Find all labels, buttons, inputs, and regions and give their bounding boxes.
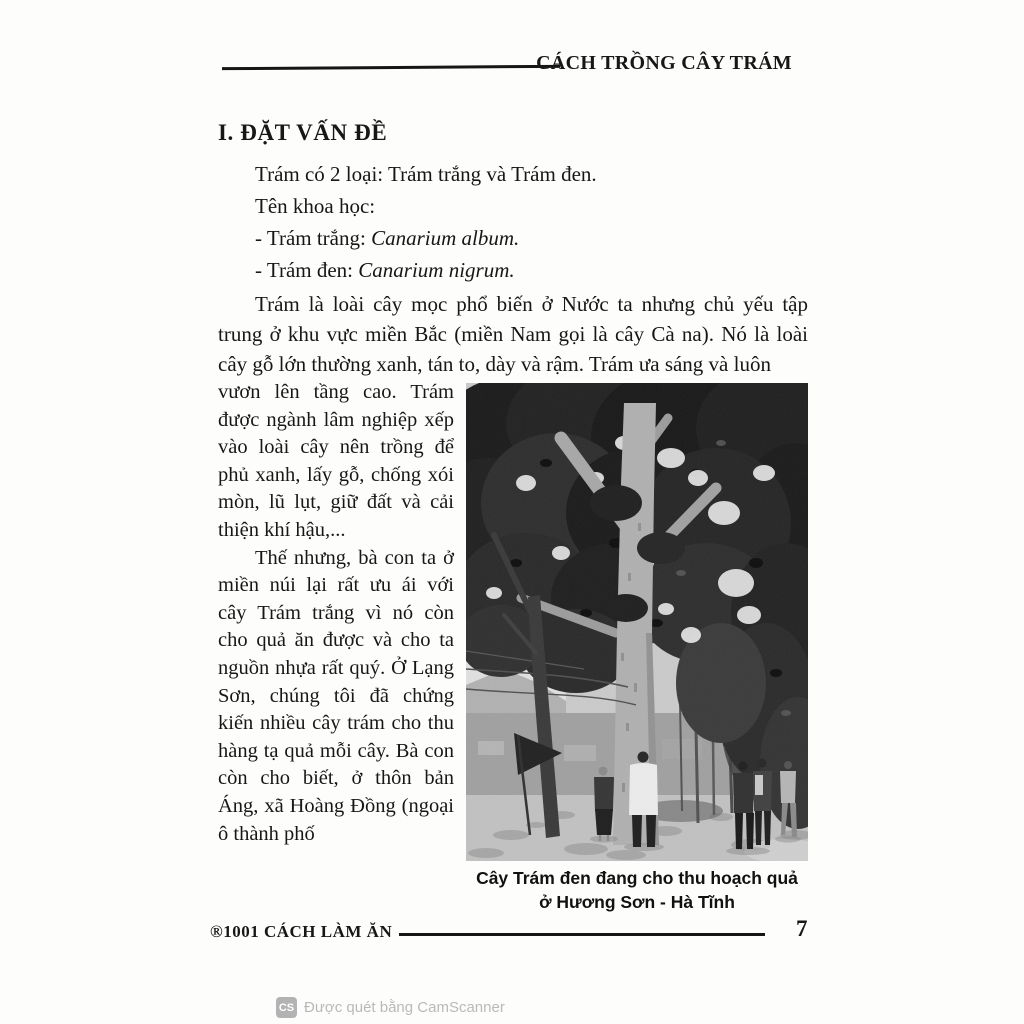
- species-item-white: [218, 222, 808, 254]
- tram-tree-photo: [466, 383, 808, 861]
- body-paragraph-1-continuation: vươn lên tầng cao. Trám được ngành lâm nghiệp xếp vào loài cây nên trồng để phủ xanh, lấy gỗ, chống xói mòn, lũ lụt, giữ đất và cải thiện khí hậu,...: [218, 381, 454, 541]
- intro-type-line: Trám có 2 loại: Trám trắng và Trám đen.: [255, 162, 597, 186]
- footer-imprint: ®1001 CÁCH LÀM ĂN: [210, 922, 393, 941]
- species-item-prefix: - Trám trắng:: [255, 226, 372, 250]
- page-content: [218, 120, 808, 914]
- species-item-prefix: - Trám đen:: [255, 258, 359, 282]
- page-number: 7: [796, 916, 808, 941]
- body-paragraph-2: Thế nhưng, bà con ta ở miền núi lại rất ưu ái với cây Trám trắng vì nó còn cho quả ăn được và cho ta nguồn nhựa rất quý. Ở Lạng Sơn, chúng tôi đã chứng kiến nhiều cây trám cho thu hàng tạ quả mỗi cây. Bà con còn cho biết, ở thôn bản Áng, xã Hoàng Đồng (ngoại ô thành phố: [218, 546, 454, 845]
- tree-figure: [466, 383, 808, 914]
- section-heading: I. ĐẶT VẤN ĐỀ: [218, 120, 388, 145]
- species-item-black: [218, 254, 808, 286]
- camscanner-watermark: [276, 997, 505, 1018]
- camscanner-cs-icon: CS: [276, 997, 297, 1018]
- body-paragraph-1: Trám là loài cây mọc phổ biến ở Nước ta nhưng chủ yếu tập trung ở khu vực miền Bắc (miền Nam gọi là cây Cà na). Nó là loài cây gỗ lớn thường xanh, tán to, dày và rậm. Trám ưa sáng và luôn: [218, 292, 808, 376]
- footer-rule: [399, 933, 765, 936]
- intro-sci-name-line: Tên khoa học:: [255, 194, 376, 218]
- photo-caption-line1: Cây Trám đen đang cho thu hoạch quả: [476, 868, 798, 888]
- camscanner-watermark-text: Được quét bằng CamScanner: [304, 999, 505, 1016]
- page-header-title: CÁCH TRỒNG CÂY TRÁM: [536, 52, 792, 74]
- species-item-latin: Canarium nigrum.: [358, 258, 515, 282]
- photo-caption: [466, 866, 808, 914]
- photo-caption-line2: ở Hương Sơn - Hà Tĩnh: [539, 892, 735, 912]
- species-item-latin: Canarium album.: [371, 226, 520, 250]
